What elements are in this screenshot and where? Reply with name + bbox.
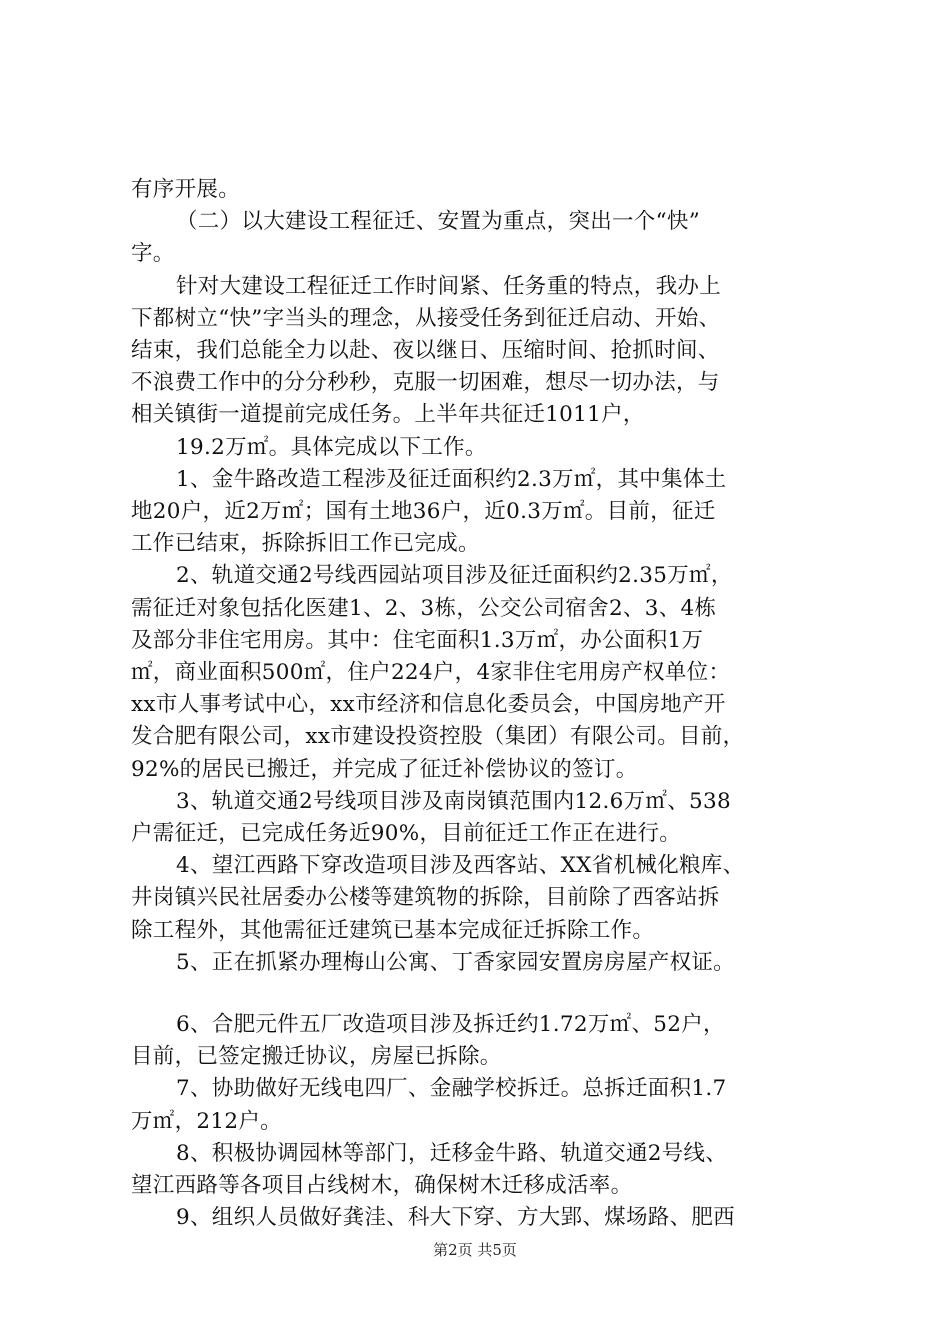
text-line: 19.2万㎡。具体完成以下工作。 — [176, 435, 487, 460]
list-item: 9、组织人员做好龚洼、科大下穿、方大郢、煤场路、肥西 — [176, 1205, 735, 1230]
text-line: ㎡，商业面积500㎡，住户224户，4家非住宅用房产权单位： — [131, 660, 731, 685]
list-item: 1、金牛路改造工程涉及征迁面积约2.3万㎡，其中集体土 — [176, 467, 727, 492]
text-line: 不浪费工作中的分分秒秒，克服一切困难，想尽一切办法，与 — [131, 370, 720, 395]
text-line: 除工程外，其他需征迁建筑已基本完成征迁拆除工作。 — [131, 918, 655, 943]
list-item: 6、合肥元件五厂改造项目涉及拆迁约1.72万㎡、52户， — [176, 1012, 725, 1037]
list-item: 3、轨道交通2号线项目涉及南岗镇范围内12.6万㎡、538 — [176, 789, 731, 814]
text-line: 工作已结束，拆除拆旧工作已完成。 — [131, 531, 480, 556]
list-item: 4、望江西路下穿改造项目涉及西客站、XX省机械化粮库、 — [176, 853, 745, 878]
text-line: 结束，我们总能全力以赴、夜以继日、压缩时间、抢抓时间、 — [131, 338, 720, 363]
text-line: xx市人事考试中心，xx市经济和信息化委员会，中国房地产开 — [131, 692, 726, 717]
text-line: 相关镇街一道提前完成任务。上半年共征迁1011户， — [131, 402, 645, 427]
text-line: 户需征迁，已完成任务近90%，目前征迁工作正在进行。 — [131, 821, 682, 846]
text-line: 字。 — [131, 241, 175, 266]
text-line: 地20户，近2万㎡；国有土地36户，近0.3万㎡。目前，征迁 — [131, 499, 716, 524]
text-line: 需征迁对象包括化医建1、2、3栋，公交公司宿舍2、3、4栋 — [131, 596, 717, 621]
text-line: 有序开展。 — [131, 177, 241, 202]
text-line: 及部分非住宅用房。其中：住宅面积1.3万㎡，办公面积1万 — [131, 628, 704, 653]
list-item: 2、轨道交通2号线西园站项目涉及征迁面积约2.35万㎡， — [176, 563, 733, 588]
text-line: 井岗镇兴民社居委办公楼等建筑物的拆除，目前除了西客站拆 — [131, 885, 720, 910]
text-line: 万㎡，212户。 — [131, 1109, 282, 1134]
list-item: 8、积极协调园林等部门，迁移金牛路、轨道交通2号线、 — [176, 1141, 728, 1166]
text-line: 发合肥有限公司，xx市建设投资控股（集团）有限公司。目前， — [131, 724, 745, 749]
text-line: 针对大建设工程征迁工作时间紧、任务重的特点，我办上 — [176, 274, 722, 299]
text-line: 92%的居民已搬迁，并完成了征迁补偿协议的签订。 — [131, 757, 638, 782]
section-heading: （二）以大建设工程征迁、安置为重点，突出一个“快” — [176, 209, 700, 234]
text-line: 目前，已签定搬迁协议，房屋已拆除。 — [131, 1044, 502, 1069]
text-line: 下都树立“快”字当头的理念，从接受任务到征迁启动、开始、 — [131, 306, 721, 331]
list-item: 5、正在抓紧办理梅山公寓、丁香家园安置房房屋产权证。 — [176, 950, 735, 975]
list-item: 7、协助做好无线电四厂、金融学校拆迁。总拆迁面积1.7 — [176, 1076, 727, 1101]
page-number: 第2页 共5页 — [433, 1241, 517, 1259]
text-line: 望江西路等各项目占线树木，确保树木迁移成活率。 — [131, 1173, 633, 1198]
